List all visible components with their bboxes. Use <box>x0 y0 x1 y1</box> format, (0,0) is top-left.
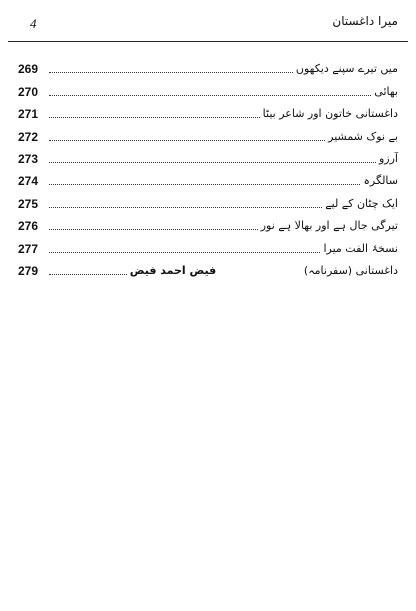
dot-leader <box>49 207 322 208</box>
toc-title: میں تیرے سپنے دیکھوں <box>295 62 398 76</box>
toc-entry <box>18 166 398 188</box>
toc-page-number: 273 <box>18 151 39 166</box>
toc-entry <box>18 76 398 98</box>
dot-leader <box>49 95 371 96</box>
toc-entry <box>18 54 398 76</box>
toc-entry <box>18 233 398 255</box>
dot-leader <box>49 229 258 230</box>
toc-page-number: 270 <box>18 84 39 99</box>
toc-page-number: 272 <box>18 129 39 144</box>
page-number: 4 <box>30 16 37 31</box>
toc-author-name: فیض احمد فیض <box>129 263 217 277</box>
toc-page-number: 276 <box>18 219 39 234</box>
table-of-contents <box>18 54 398 278</box>
toc-page-number: 274 <box>18 174 39 189</box>
dot-leader <box>49 252 320 253</box>
toc-entry <box>18 144 398 166</box>
toc-entry <box>18 188 398 210</box>
toc-page-number: 279 <box>18 263 39 278</box>
dot-leader <box>49 140 325 141</box>
dot-leader <box>49 274 127 275</box>
toc-title: آرزو <box>379 151 398 165</box>
toc-title: بھائی <box>374 84 398 98</box>
toc-entry <box>18 211 398 233</box>
toc-title: نسخۂ الفت میرا <box>323 241 398 255</box>
toc-title: داغستانی خاتون اور شاعر بیٹا <box>262 107 398 121</box>
toc-entry <box>18 121 398 143</box>
toc-entry <box>18 99 398 121</box>
toc-title: ایک چٹان کے لیے <box>325 196 398 210</box>
toc-author-entry <box>18 256 398 278</box>
dot-leader <box>49 162 376 163</box>
toc-page-number: 275 <box>18 196 39 211</box>
toc-page-number: 269 <box>18 62 39 77</box>
toc-page-number: 271 <box>18 107 39 122</box>
toc-title: سالگرہ <box>363 174 398 188</box>
header-divider <box>8 41 408 42</box>
dot-leader <box>49 72 293 73</box>
dot-leader <box>49 117 260 118</box>
toc-page-number: 277 <box>18 241 39 256</box>
toc-title: تیرگی جال ہے اور بھالا ہے نور <box>260 219 398 233</box>
toc-title: داغستانی (سفرنامہ) <box>303 263 399 277</box>
dot-leader <box>49 184 360 185</box>
running-title: میرا داغستان <box>332 14 398 28</box>
toc-title: بے نوک شمشیر <box>328 129 398 143</box>
